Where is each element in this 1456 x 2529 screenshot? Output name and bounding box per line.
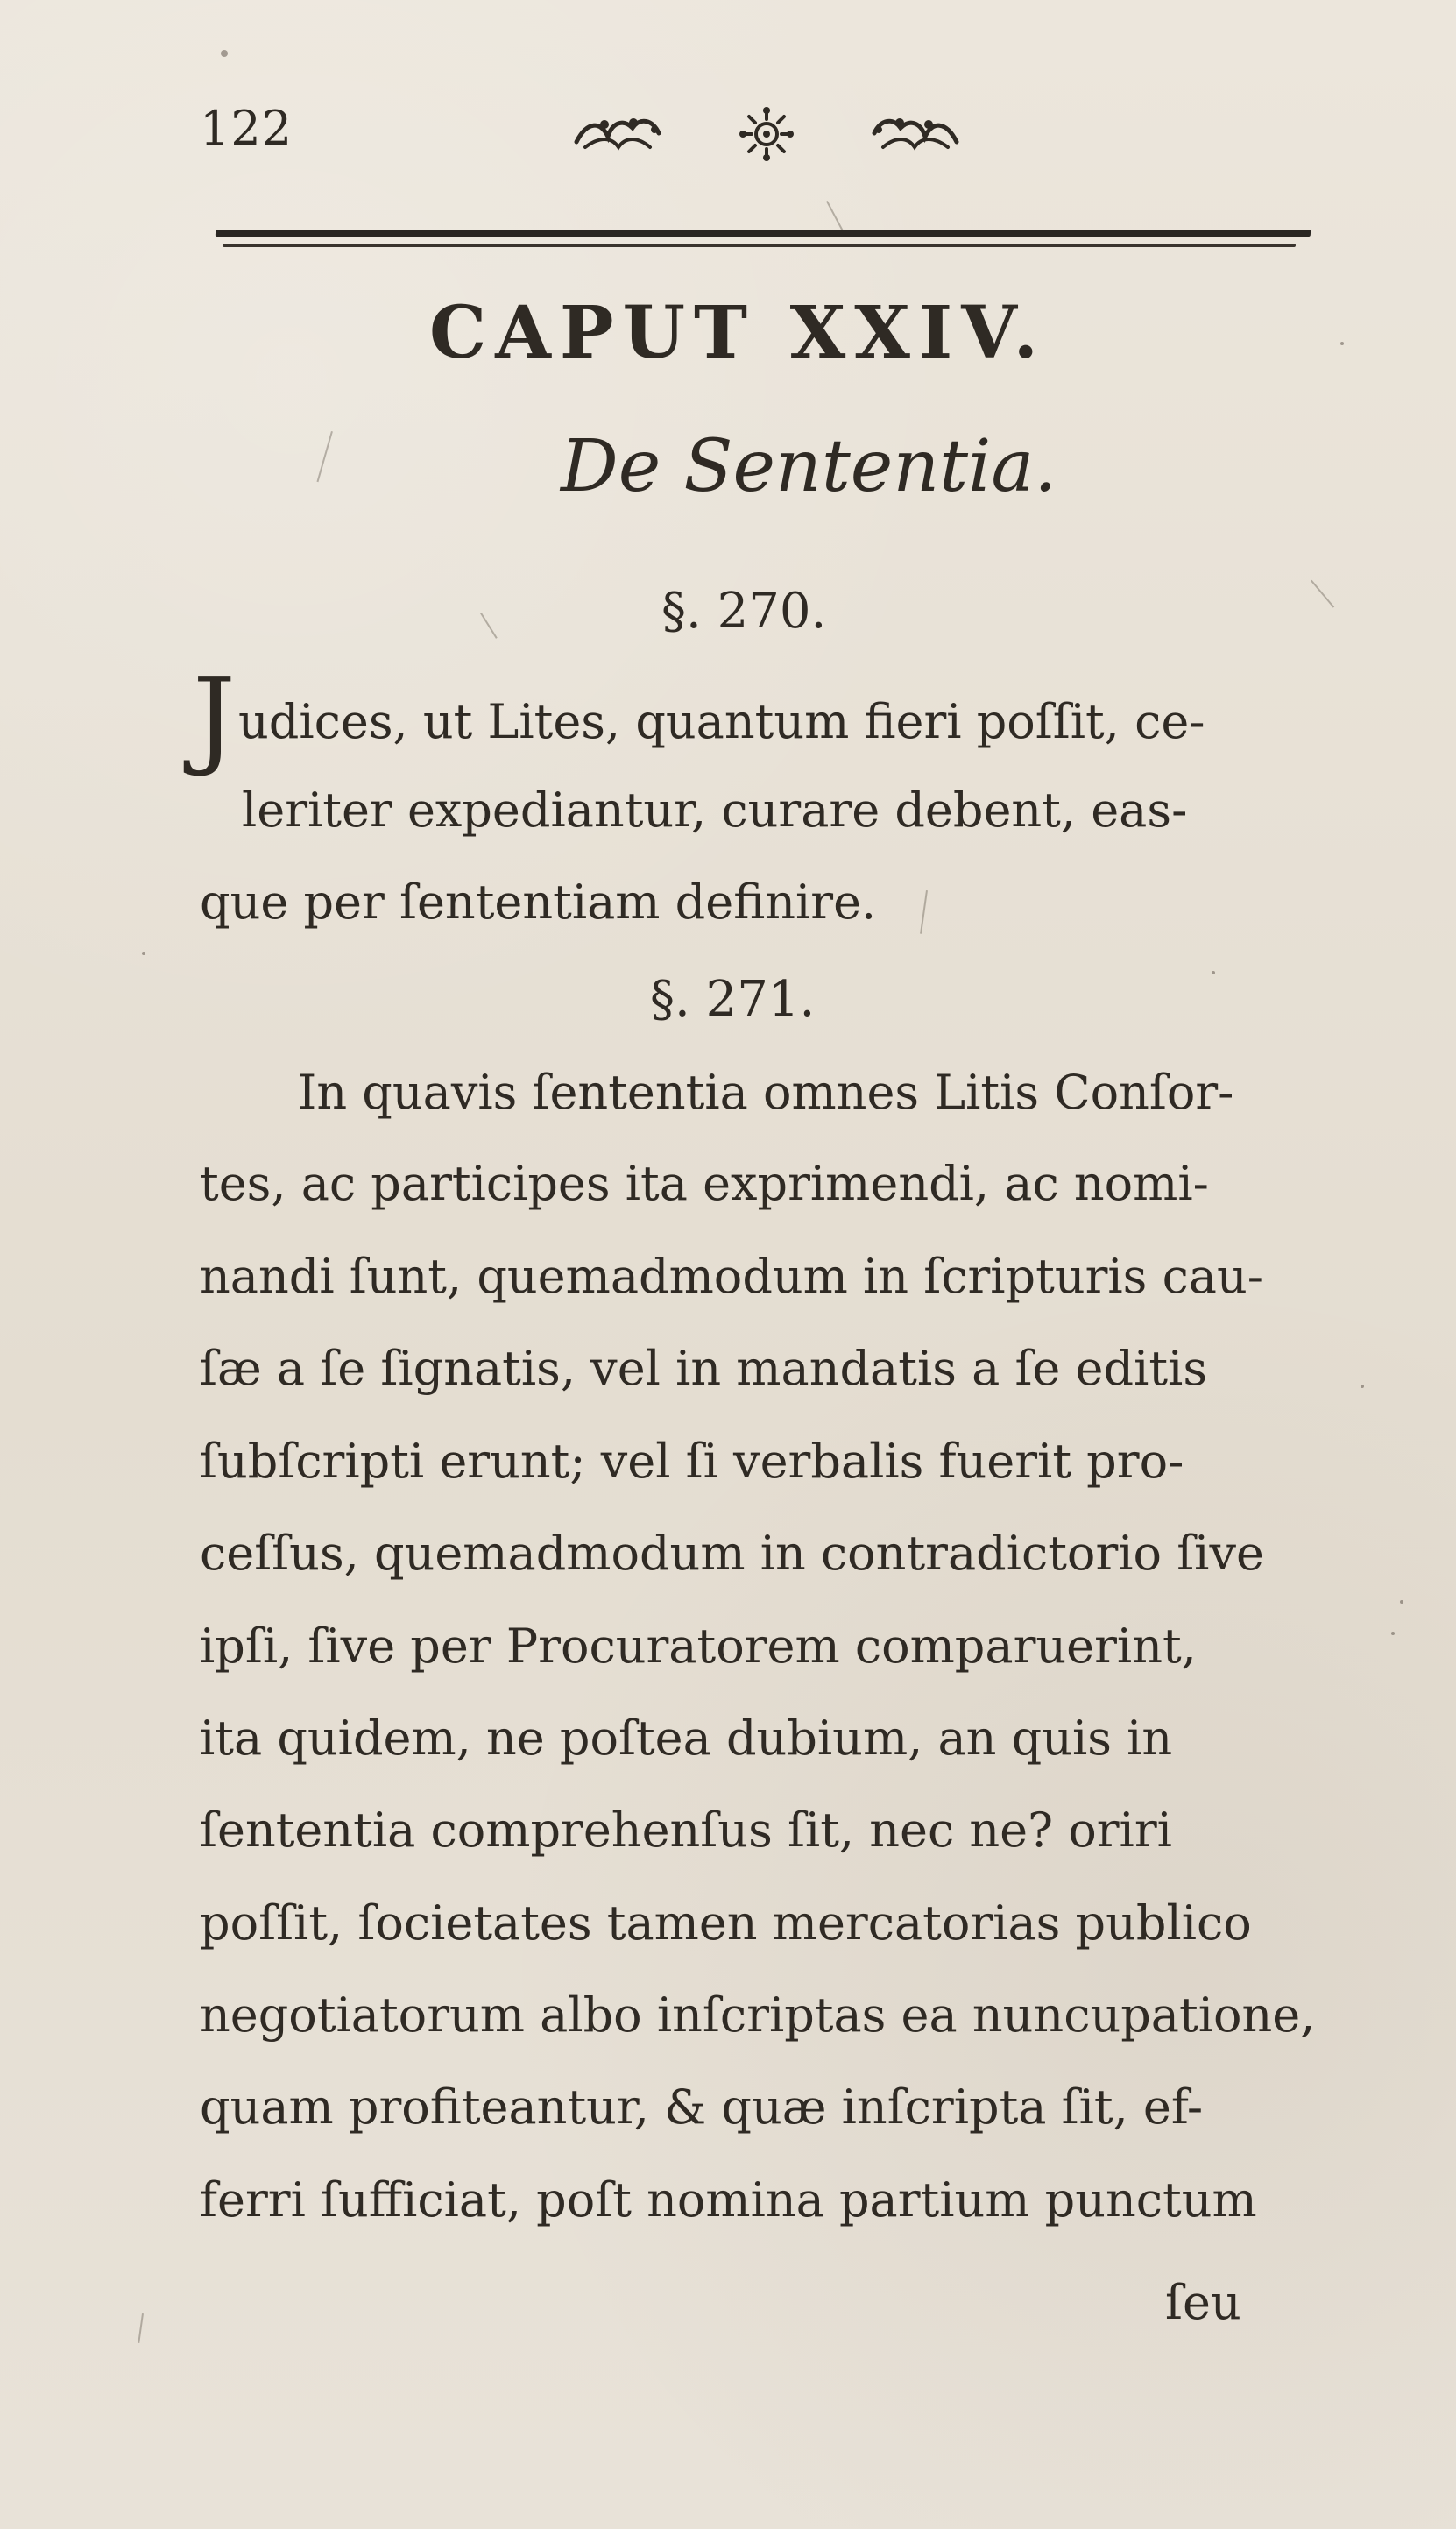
faint-mark [316,431,332,482]
paragraph-mark-271: §. 271. [650,971,816,1028]
paper-speck [1361,1385,1364,1388]
text-line-8: ſubſcripti erunt; vel ſi verbalis fuerit pro- [200,1434,1184,1489]
floral-ornament-icon [867,103,964,165]
text-line-5: tes, ac participes ita exprimendi, ac nomi- [200,1156,1209,1211]
text-line-3: que per ſententiam definire. [200,875,877,930]
text-line-14: negotiatorum albo inſcriptas ea nuncupatione, [200,1987,1316,2043]
header-ornaments [569,103,981,174]
rule-bottom-line [223,244,1296,247]
text-line-12: ſententia comprehenſus ſit, nec ne? oriri [200,1803,1172,1858]
paper-speck [1391,1632,1395,1635]
faint-mark [138,2313,144,2343]
paper-speck [1340,342,1344,345]
faint-mark [480,613,498,639]
text-line-16: ferri ſufficiat, poſt nomina partium punctum [200,2172,1257,2228]
text-line-10: ipſi, ſive per Procuratorem comparuerint, [200,1619,1197,1674]
rosette-ornament-icon [727,103,806,165]
catchword: ſeu [1165,2275,1241,2330]
text-line-13: poſſit, ſocietates tamen mercatorias publico [200,1895,1252,1951]
header-rule [216,230,1311,258]
text-line-2: leriter expediantur, curare debent, eas- [242,783,1188,838]
chapter-title: CAPUT XXIV. [429,291,1048,375]
faint-mark [920,890,928,934]
paper-speck [221,50,228,57]
faint-mark [1311,580,1334,608]
text-line-7: ſæ a ſe ſignatis, vel in mandatis a ſe editis [200,1341,1208,1396]
text-line-6: nandi ſunt, quemadmodum in ſcripturis cau- [200,1249,1264,1304]
text-line-11: ita quidem, ne poſtea dubium, an quis in [200,1711,1173,1766]
paper-speck [142,952,145,955]
drop-cap: J [193,655,236,779]
paper-speck [1212,971,1215,974]
paragraph-mark-270: §. 270. [661,583,827,640]
paper-speck [1400,1600,1403,1604]
text-line-15: quam profiteantur, & quæ inſcripta ſit, ef- [200,2079,1204,2135]
floral-ornament-icon [569,103,666,165]
section-heading: De Sententia. [561,425,1057,508]
rule-top-line [216,230,1311,237]
text-line-9: ceſſus, quemadmodum in contradictorio ſive [200,1526,1264,1581]
text-line-1: udices, ut Lites, quantum fieri poſſit, ce- [238,694,1205,749]
page-number: 122 [200,101,293,156]
text-line-4: In quavis ſententia omnes Litis Conſor- [298,1065,1234,1120]
